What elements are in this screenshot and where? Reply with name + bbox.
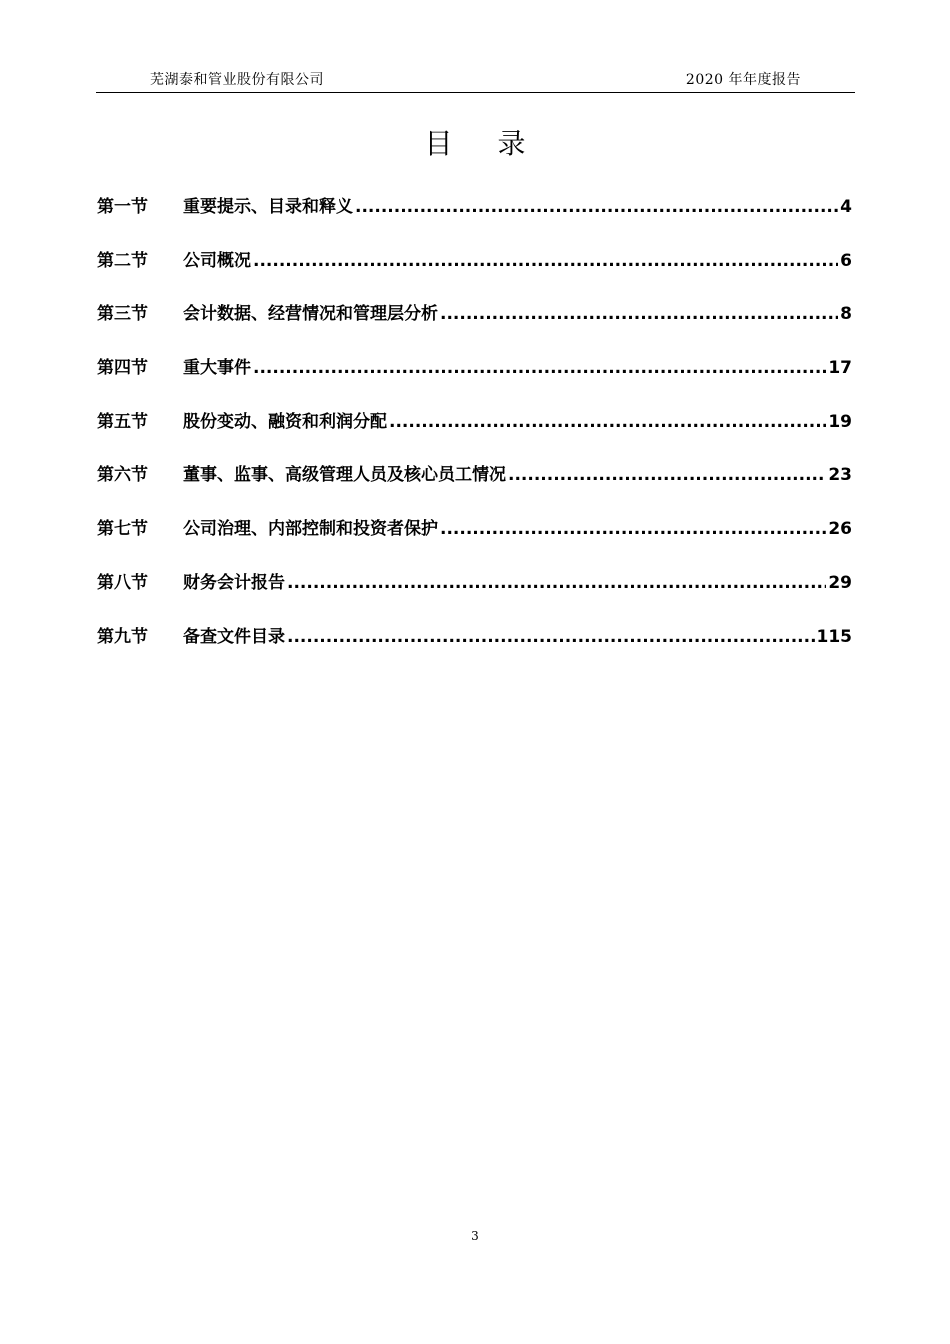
- toc-section: 第八节: [97, 572, 148, 593]
- company-name: 芜湖泰和管业股份有限公司: [150, 72, 324, 88]
- toc-page: 29: [828, 572, 852, 593]
- toc-page: 115: [816, 626, 852, 647]
- toc-label: 股份变动、融资和利润分配: [183, 411, 387, 432]
- toc-entry[interactable]: [97, 408, 852, 462]
- toc-label: 董事、监事、高级管理人员及核心员工情况: [183, 465, 506, 486]
- toc-entry[interactable]: [97, 515, 852, 569]
- table-of-contents: [97, 193, 852, 676]
- toc-page: 23: [828, 465, 852, 486]
- toc-section: 第七节: [97, 519, 148, 540]
- toc-section: 第三节: [97, 304, 148, 325]
- toc-page: 17: [828, 358, 852, 379]
- toc-label: 重要提示、目录和释义: [183, 197, 353, 217]
- toc-label: 公司治理、内部控制和投资者保护: [183, 519, 438, 540]
- toc-entry[interactable]: [97, 247, 852, 301]
- toc-label: 公司概况: [183, 250, 251, 271]
- page-header: [96, 66, 855, 93]
- toc-leader-dots: [389, 408, 826, 436]
- toc-label: 备查文件目录: [183, 626, 285, 647]
- toc-leader-dots: [440, 300, 838, 328]
- toc-entry[interactable]: [97, 193, 852, 247]
- toc-label: 重大事件: [183, 358, 251, 379]
- toc-page: 26: [828, 519, 852, 540]
- toc-label: 财务会计报告: [183, 572, 285, 593]
- toc-leader-dots: [355, 193, 838, 221]
- toc-page: 19: [828, 411, 852, 432]
- toc-leader-dots: [287, 623, 815, 651]
- toc-entry[interactable]: [97, 300, 852, 354]
- page-number: 3: [471, 1229, 479, 1243]
- toc-label: 会计数据、经营情况和管理层分析: [183, 304, 438, 325]
- toc-section: 第六节: [97, 465, 148, 486]
- toc-leader-dots: [508, 461, 826, 489]
- toc-entry[interactable]: [97, 623, 852, 677]
- toc-section: 第四节: [97, 358, 148, 379]
- toc-entry[interactable]: [97, 354, 852, 408]
- toc-leader-dots: [253, 247, 838, 275]
- toc-section: 第九节: [97, 626, 148, 647]
- toc-leader-dots: [287, 569, 826, 597]
- toc-section: 第五节: [97, 411, 148, 432]
- toc-page: 4: [840, 197, 852, 217]
- toc-page: 8: [840, 304, 852, 325]
- toc-page: 6: [840, 250, 852, 271]
- toc-title: 目 录: [424, 127, 544, 160]
- toc-leader-dots: [253, 354, 826, 382]
- toc-leader-dots: [440, 515, 826, 543]
- toc-section: 第二节: [97, 250, 148, 271]
- toc-section: 第一节: [97, 197, 148, 217]
- report-title: 2020 年年度报告: [685, 72, 801, 88]
- toc-entry[interactable]: [97, 461, 852, 515]
- toc-entry[interactable]: [97, 569, 852, 623]
